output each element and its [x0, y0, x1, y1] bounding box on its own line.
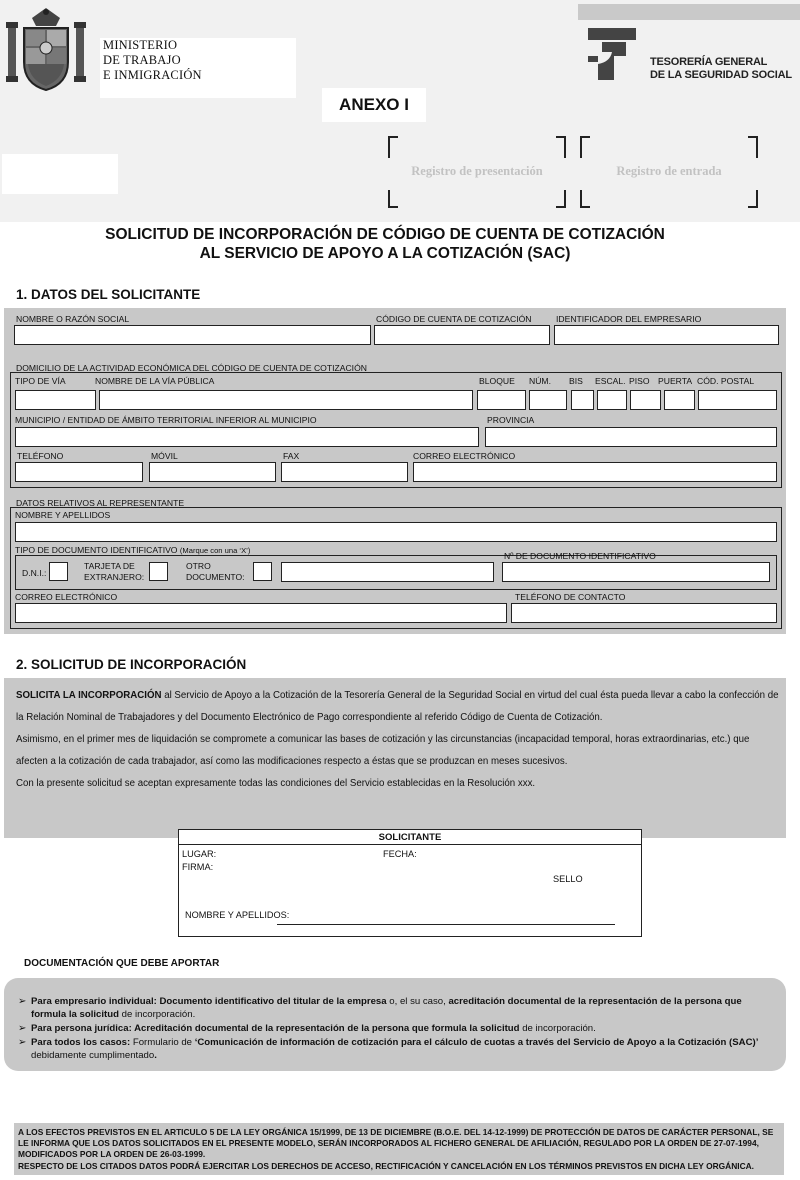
rep-email-field[interactable]: [15, 603, 507, 623]
bis-label: BIS: [569, 376, 583, 386]
municipality-label: MUNICIPIO / ENTIDAD DE ÁMBITO TERRITORIAL INFERIOR AL MUNICIPIO: [15, 415, 317, 425]
doc-item-3-a: Para todos los casos:: [31, 1037, 131, 1048]
number-field[interactable]: [529, 390, 567, 410]
legal-text-1: A LOS EFECTOS PREVISTOS EN EL ARTICULO 5 DE LA LEY ORGÁNICA 15/1999, DE 13 DE DICIEMBRE (B.O.E. DEL 14-12-1999) DE PROTECCIÓN DE DATOS DE CARÁCTER PERSONAL, SE LE INFORMA QUE LOS DATOS SOLICITADOS EN EL PRESENTE MODELO, SERÁN INCORPORADOS AL FICHERO GENERAL DE AFILIACIÓN, REGULADO POR LA ORDEN DE 27-07-1994, MODIFICADOS POR LA ORDEN DE 26-03-1999.: [18, 1127, 774, 1160]
doc-item-3-b: Formulario de: [130, 1037, 195, 1048]
street-name-label: NOMBRE DE LA VÍA PÚBLICA: [95, 376, 215, 386]
name-label: NOMBRE O RAZÓN SOCIAL: [16, 314, 130, 324]
rep-name-label: NOMBRE Y APELLIDOS: [15, 510, 111, 520]
register-entry-box: [580, 136, 758, 208]
fax-label: FAX: [283, 451, 300, 461]
street-name-field[interactable]: [99, 390, 473, 410]
signatory-name-line[interactable]: [277, 924, 615, 925]
employer-id-label: IDENTIFICADOR DEL EMPRESARIO: [556, 314, 702, 324]
arrow-icon: ➢: [18, 996, 27, 1007]
doc-number-label: Nº DE DOCUMENTO IDENTIFICATIVO: [504, 551, 656, 561]
postal-code-field[interactable]: [698, 390, 777, 410]
ministry-line-1: MINISTERIO: [103, 38, 178, 52]
signature-header: SOLICITANTE: [179, 830, 641, 845]
street-type-label: TIPO DE VÍA: [15, 376, 66, 386]
signatory-name-label: NOMBRE Y APELLIDOS:: [185, 910, 290, 920]
municipality-field[interactable]: [15, 427, 479, 447]
arrow-icon: ➢: [18, 1023, 27, 1034]
ccc-field[interactable]: [374, 325, 550, 345]
doc-type-group: [15, 551, 777, 590]
applicant-data-panel: [4, 308, 786, 634]
email-field[interactable]: [413, 462, 777, 482]
doc-item-3-d: debidamente cumplimentado: [31, 1050, 155, 1061]
other-doc-field[interactable]: [281, 562, 494, 582]
address-group: [10, 372, 782, 488]
doc-type-hint: (Marque con una ‘X’): [179, 546, 251, 555]
doc-item-legal-entity: [18, 1022, 776, 1035]
mobile-label: MÓVIL: [151, 451, 178, 461]
doc-number-field[interactable]: [502, 562, 770, 582]
postal-code-label: CÓD. POSTAL: [697, 376, 755, 386]
foreign-card-checkbox[interactable]: [149, 562, 168, 581]
foreign-card-label: TARJETA DE EXTRANJERO:: [84, 561, 145, 582]
doc-type-label-text: TIPO DE DOCUMENTO IDENTIFICATIVO: [15, 545, 178, 555]
bis-field[interactable]: [571, 390, 594, 410]
dni-checkbox[interactable]: [49, 562, 68, 581]
date-label: FECHA:: [383, 849, 417, 859]
request-text-1: al Servicio de Apoyo a la Cotización de la Tesorería General de la Seguridad Social en virtud del cual ésta pueda llevar a cabo la confección de la Relación Nominal de Trabajadores y del Documento Electrónico de Pago correspondiente al referido Código de Cuenta de Cotización.: [16, 690, 779, 723]
title-line-2: AL SERVICIO DE APOYO A LA COTIZACIÓN (SAC): [199, 245, 571, 262]
other-doc-label: OTRO DOCUMENTO:: [186, 561, 245, 582]
stair-field[interactable]: [597, 390, 627, 410]
rep-email-label: CORREO ELECTRÓNICO: [15, 592, 118, 602]
documentation-panel: [4, 978, 786, 1071]
request-paragraph-1: [16, 685, 782, 729]
tgss-line-1: TESORERÍA GENERAL: [650, 56, 768, 68]
section1-heading: 1. DATOS DEL SOLICITANTE: [16, 287, 201, 302]
doc-item-3-c: ‘Comunicación de información de cotización para el cálculo de cuotas a través del Servicio de Apoyo a la Cotización (SAC)’: [194, 1037, 759, 1048]
tgss-line-2: DE LA SEGURIDAD SOCIAL: [650, 69, 792, 81]
register-presentation-label: Registro de presentación: [411, 164, 543, 178]
doc-type-label: [15, 545, 250, 555]
signature-box: [178, 829, 642, 937]
dni-label: D.N.I.:: [22, 568, 47, 578]
place-label: LUGAR:: [182, 849, 217, 859]
name-field[interactable]: [14, 325, 371, 345]
door-field[interactable]: [664, 390, 695, 410]
section2-heading: 2. SOLICITUD DE INCORPORACIÓN: [16, 657, 247, 672]
title-line-1: SOLICITUD DE INCORPORACIÓN DE CÓDIGO DE CUENTA DE COTIZACIÓN: [105, 226, 665, 243]
ccc-label: CÓDIGO DE CUENTA DE COTIZACIÓN: [376, 314, 532, 324]
rep-name-field[interactable]: [15, 522, 777, 542]
mobile-field[interactable]: [149, 462, 276, 482]
stair-label: ESCAL.: [595, 376, 626, 386]
doc-item-1-b: o, el su caso,: [386, 996, 449, 1007]
doc-item-1-a: Para empresario individual: Documento identificativo del titular de la empresa: [31, 996, 387, 1007]
tgss-logo-icon: [586, 26, 638, 82]
page-title: [0, 225, 770, 263]
data-protection-notice: [14, 1123, 784, 1175]
province-field[interactable]: [485, 427, 777, 447]
door-label: PUERTA: [658, 376, 693, 386]
request-paragraph-3: Con la presente solicitud se aceptan expresamente todas las condiciones del Servicio establecidas en la Resolución xxx.: [16, 778, 536, 789]
contact-phone-label: TELÉFONO DE CONTACTO: [515, 592, 626, 602]
province-label: PROVINCIA: [487, 415, 535, 425]
register-presentation-box: [388, 136, 566, 208]
email-label: CORREO ELECTRÓNICO: [413, 451, 516, 461]
doc-item-all-cases: [18, 1036, 776, 1062]
register-entry-label: Registro de entrada: [616, 164, 722, 178]
doc-item-2-b: de incorporación.: [519, 1023, 596, 1034]
address-group-label: DOMICILIO DE LA ACTIVIDAD ECONÓMICA DEL CÓDIGO DE CUENTA DE COTIZACIÓN: [16, 363, 367, 373]
seal-label: SELLO: [553, 874, 583, 884]
contact-phone-field[interactable]: [511, 603, 777, 623]
doc-item-3-e: .: [154, 1050, 157, 1061]
floor-field[interactable]: [630, 390, 661, 410]
ministry-name: [100, 38, 296, 98]
ministry-line-3: E INMIGRACIÓN: [103, 68, 202, 82]
ministry-line-2: DE TRABAJO: [103, 53, 181, 67]
signature-label: FIRMA:: [182, 862, 214, 872]
phone-label: TELÉFONO: [17, 451, 64, 461]
coat-of-arms-icon: [6, 6, 86, 92]
doc-item-1-d: de incorporación.: [118, 1009, 196, 1020]
number-label: NÚM.: [529, 376, 551, 386]
fax-field[interactable]: [281, 462, 408, 482]
doc-item-2-a: Para persona jurídica: Acreditación documental de la representación de la persona que formula la solicitud: [31, 1023, 520, 1034]
employer-id-field[interactable]: [554, 325, 779, 345]
request-paragraph-2: Asimismo, en el primer mes de liquidación se compromete a comunicar las bases de cotización y las circunstancias (incapacidad temporal, horas extraordinarias, etc.) que afecten a la cotización de cada trabajador, así como las modificaciones respecto a éstas que se produzcan en meses sucesivos.: [16, 734, 750, 767]
blank-box: [2, 154, 118, 194]
floor-label: PISO: [629, 376, 650, 386]
documentation-heading: DOCUMENTACIÓN QUE DEBE APORTAR: [24, 958, 220, 969]
arrow-icon: ➢: [18, 1037, 27, 1048]
legal-text-2: RESPECTO DE LOS CITADOS DATOS PODRÁ EJERCITAR LOS DERECHOS DE ACCESO, RECTIFICACIÓN Y CANCELACIÓN EN LOS TÉRMINOS PREVISTOS EN DICHA LEY ORGÁNICA.: [18, 1160, 754, 1171]
block-label: BLOQUE: [479, 376, 515, 386]
tgss-top-bar: [578, 4, 800, 20]
request-emphasis: SOLICITA LA INCORPORACIÓN: [16, 690, 162, 701]
representative-group: [10, 507, 782, 629]
doc-item-1-c: acreditación documental de la representación de la persona que formula la solicitud: [31, 996, 742, 1020]
tgss-name: [650, 56, 792, 82]
block-field[interactable]: [477, 390, 526, 410]
phone-field[interactable]: [15, 462, 143, 482]
other-doc-checkbox[interactable]: [253, 562, 272, 581]
street-type-field[interactable]: [15, 390, 96, 410]
doc-item-individual: [18, 995, 776, 1021]
representative-group-label: DATOS RELATIVOS AL REPRESENTANTE: [16, 498, 185, 508]
annex-label: ANEXO I: [322, 88, 426, 122]
